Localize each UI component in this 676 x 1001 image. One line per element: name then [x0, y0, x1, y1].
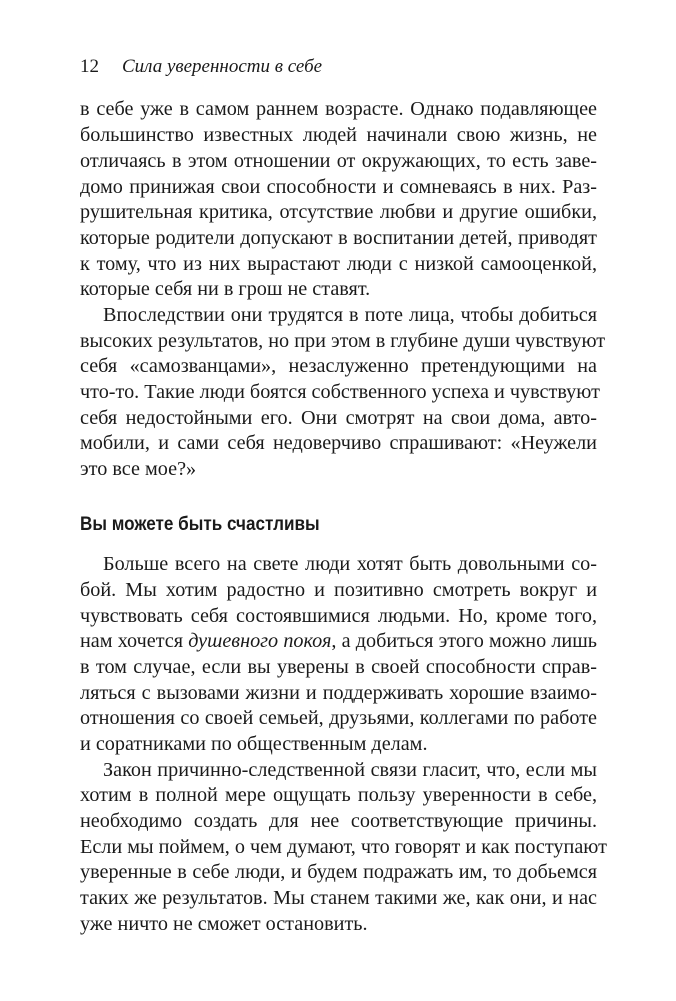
paragraph-4-line: необходимо создать для нее соответствующие причины.: [80, 810, 597, 832]
running-title: Сила уверенности в себе: [122, 56, 323, 77]
paragraph-3-line: отношения со своей семьей, друзьями, коллегами по работе: [80, 707, 597, 729]
paragraph-3-line: чувствовать себя состоявшимися людьми. Но, кроме того,: [80, 605, 597, 627]
paragraph-1-line: рушительная критика, отсутствие любви и другие ошибки,: [80, 201, 597, 223]
paragraph-3-line: Больше всего на свете люди хотят быть довольными со-: [103, 553, 597, 575]
paragraph-2-line: это все мое?»: [80, 458, 197, 480]
paragraph-4-line: хотим в полной мере ощущать пользу уверенности в себе,: [80, 784, 597, 806]
running-header: [80, 54, 322, 80]
paragraph-1-line: в себе уже в самом раннем возрасте. Однако подавляющее: [80, 98, 597, 120]
paragraph-4-line: таких же результатов. Мы станем такими же, как они, и нас: [80, 887, 597, 909]
paragraph-2-line: мобили, и сами себя недоверчиво спрашивают: «Неужели: [80, 432, 597, 454]
paragraph-3-line: ляться с вызовами жизни и поддерживать хорошие взаимо-: [80, 682, 597, 704]
paragraph-2-line: себя недостойными его. Они смотрят на свои дома, авто-: [80, 407, 597, 429]
page-number: 12: [80, 56, 99, 77]
paragraph-1-line: к тому, что из них вырастают люди с низкой самооценкой,: [80, 253, 597, 275]
line-text-start: нам хочется: [80, 630, 189, 652]
paragraph-3-line: в том случае, если вы уверены в своей способности справ-: [80, 656, 597, 678]
paragraph-4-line: Закон причинно-следственной связи гласит, что, если мы: [103, 759, 597, 781]
paragraph-1-line: домо принижая свои способности и сомневаясь в них. Раз-: [80, 176, 597, 198]
paragraph-4-line: уже ничто не сможет остановить.: [80, 913, 368, 935]
paragraph-1-line: которые родители допускают в воспитании детей, приводят: [80, 227, 597, 249]
paragraph-2-line: Впоследствии они трудятся в поте лица, чтобы добиться: [103, 304, 597, 326]
paragraph-1-line: которые себя ни в грош не ставят.: [80, 278, 371, 300]
emphasized-phrase: душевного покоя: [188, 630, 332, 652]
paragraph-2-line: себя «самозванцами», незаслуженно претендующими на: [80, 355, 597, 377]
section-heading: Вы можете быть счастливы: [80, 514, 320, 535]
paragraph-4-line: Если мы поймем, о чем думают, что говорят и как поступают: [80, 836, 607, 858]
paragraph-4-line: уверенные в себе люди, и будем подражать им, то добьемся: [80, 861, 597, 883]
paragraph-1-line: большинство известных людей начинали свою жизнь, не: [80, 124, 597, 146]
line-text-end: , а добиться этого можно лишь: [331, 630, 597, 652]
paragraph-3-line: [80, 629, 597, 654]
paragraph-1-line: отличаясь в этом отношении от окружающих, то есть заве-: [80, 150, 597, 172]
paragraph-2-line: высоких результатов, но при этом в глубине души чувствуют: [80, 330, 606, 352]
paragraph-2-line: что-то. Такие люди боятся собственного успеха и чувствуют: [80, 381, 600, 403]
paragraph-3-line: и соратниками по общественным делам.: [80, 733, 428, 755]
paragraph-3-line: бой. Мы хотим радостно и позитивно смотреть вокруг и: [80, 579, 597, 601]
